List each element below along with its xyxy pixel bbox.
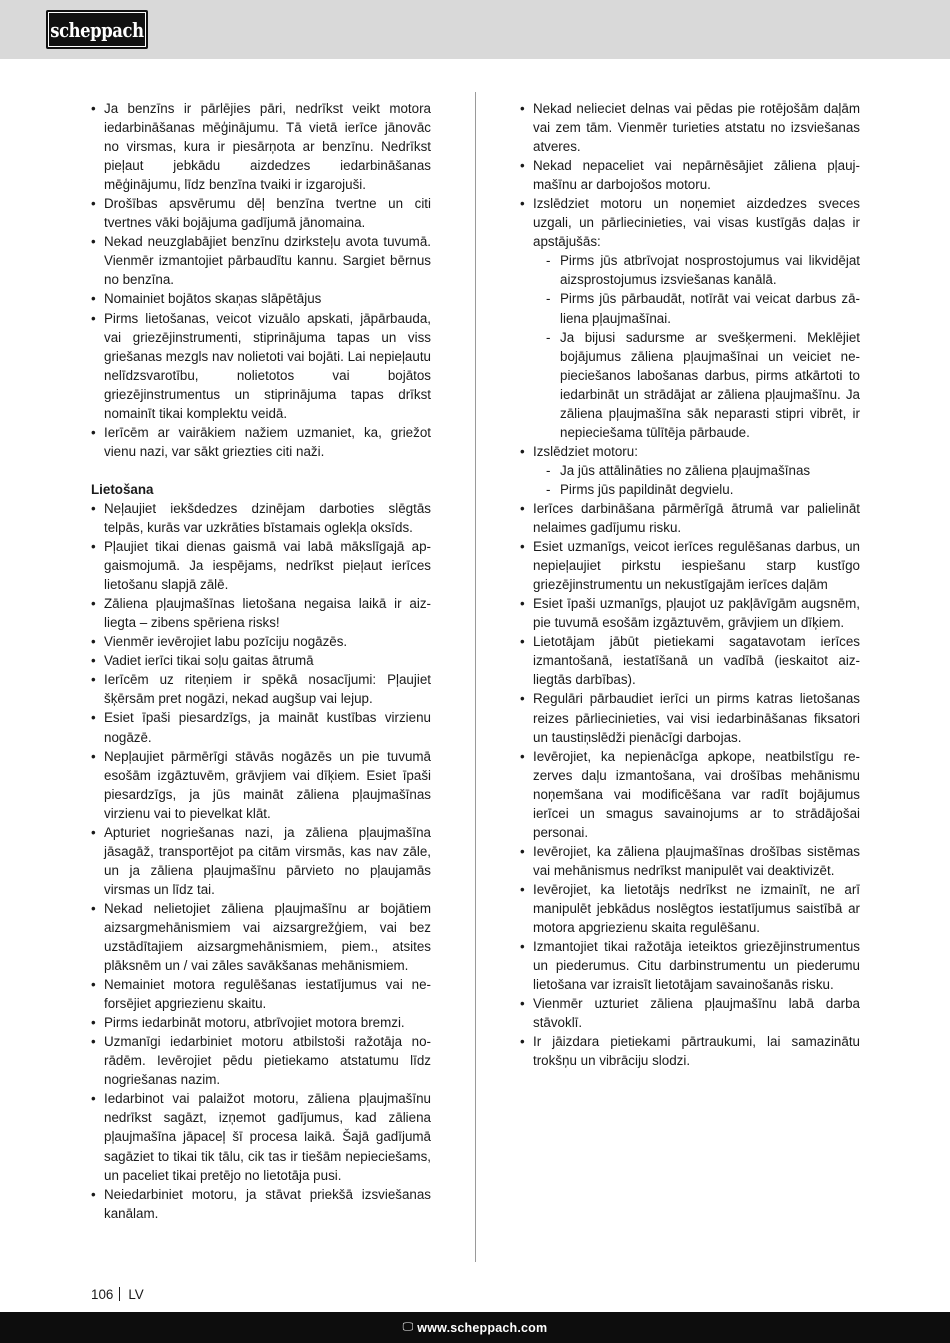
scheppach-logo — [46, 10, 148, 49]
sub-list-item: - Pirms jūs pārbaudāt, notīrāt vai veicat darbus zāliena pļaujmašīnai. — [533, 289, 860, 327]
monitor-icon: 🖵 — [402, 1321, 414, 1333]
list-item: • Pļaujiet tikai dienas gaismā vai labā mākslīgajā apgaismojumā. Ja iespējams, nedrīkst pieļaut ierīces lietošanu slapjā zālē. — [91, 537, 431, 594]
sub-list-item: - Ja jūs attālināties no zāliena pļaujmašīnas — [533, 461, 860, 480]
sub-list-item: - Pirms jūs papildināt degvielu. — [533, 480, 860, 499]
list-item: • Nemainiet motora regulēšanas iestatījumus vai neforsējiet apgriezienu skaitu. — [91, 975, 431, 1013]
list-item: • Esiet uzmanīgs, veicot ierīces regulēšanas darbus, un nepieļaujiet pirkstu iespiešanu starp kustīgo griezējinstrumentu un nekustīgajām ierīces daļām — [520, 537, 860, 594]
list-item: • Ierīcēm uz riteņiem ir spēkā nosacījumi: Pļaujiet šķērsām pret nogāzi, nekad augšup vai lejup. — [91, 670, 431, 708]
list-item-switch-off — [520, 442, 860, 499]
language-code: LV — [128, 1287, 144, 1302]
stop-engine-text: Izslēdziet motoru un noņemiet aizdedzes sveces uzgali, un pārliecinieties, vai visas kustīgās daļas ir apstājušās: — [533, 196, 860, 250]
list-item: • Nekad nelietojiet zāliena pļaujmašīnu ar bojātiem aizsargmehānismiem vai aizsargrežģiem, vai bez uzstādītajiem aizsargmehānismiem, piem., atsites plāksnēm un / vai zāles savākšanas mehānismiem. — [91, 899, 431, 975]
website-link[interactable]: www.scheppach.com — [417, 1320, 548, 1335]
switch-off-sublist — [533, 461, 860, 499]
list-item: • Vienmēr ievērojiet labu pozīciju nogāzēs. — [91, 632, 431, 651]
list-item: • Zāliena pļaujmašīnas lietošana negaisa laikā ir aizliegta – zibens spēriena risks! — [91, 594, 431, 632]
list-item: • Apturiet nogriešanas nazi, ja zāliena pļaujmašīna jāsagāž, transportējot pa citām virsmās, kas nav zāle, un ja zāliena pļaujmašīnu pārvieto no pļaujamās virsmas un līdz tai. — [91, 823, 431, 899]
list-item: • Izmantojiet tikai ražotāja ieteiktos griezējinstrumentus un piederumus. Citu darbinstrumentu un piederumu lietošana var izraisīt lietotājam savainošanās risku. — [520, 937, 860, 994]
list-item: • Nekad nepaceliet vai nepārnēsājiet zāliena pļaujmašīnu ar darbojošos motoru. — [520, 156, 860, 194]
page-number: 106 — [91, 1287, 114, 1302]
sub-list-item: - Pirms jūs atbrīvojat nosprostojumus vai likvidējat aizsprostojumus izsviešanas kanālā. — [533, 251, 860, 289]
safety-list-top — [91, 99, 431, 461]
list-item: • Uzmanīgi iedarbiniet motoru atbilstoši ražotāja norādēm. Ievērojiet pēdu pietiekamo atstatumu līdz nogriešanas nazim. — [91, 1032, 431, 1089]
section-title-usage: Lietošana — [91, 481, 154, 497]
list-item: • Ja benzīns ir pārlējies pāri, nedrīkst veikt motora iedarbināšanas mēģinājumu. Tā vietā ierīce jānovāc no virsmas, kura ir piesārņota ar benzīnu. Nedrīkst pieļaut jebkādu aizdedzes iedarbināšanas mēģinājumu, līdz benzīna tvaiki ir izgarojuši. — [91, 99, 431, 194]
footer-bar — [0, 1312, 950, 1343]
list-item: • Vadiet ierīci tikai soļu gaitas ātrumā — [91, 651, 431, 670]
footer-separator — [119, 1287, 120, 1301]
list-item: • Ievērojiet, ka zāliena pļaujmašīnas drošības sistēmas vai mehānismus nedrīkst manipulēt vai deaktivizēt. — [520, 842, 860, 880]
list-item: • Nomainiet bojātos skaņas slāpētājus — [91, 289, 431, 308]
list-item: • Regulāri pārbaudiet ierīci un pirms katras lietošanas reizes pārliecinieties, vai visi iedarbināšanas fiksatori un taustiņslēdži pienācīgi darbojas. — [520, 689, 860, 746]
list-item: • Esiet īpaši uzmanīgs, pļaujot uz pakļāvīgām augsnēm, pie tuvumā esošām izgāztuvēm, grāvjiem un dīķiem. — [520, 594, 860, 632]
list-item: • Neiedarbiniet motoru, ja stāvat priekšā izsviešanas kanālam. — [91, 1185, 431, 1223]
list-item: • Pirms lietošanas, veicot vizuālo apskati, jāpārbauda, vai griezējinstrumenti, stiprinājuma tapas un viss griešanas mezgls nav nolietoti vai bojāti. Lai nepieļautu nelīdzsvarotību, nolietotos vai bojātos griezējinstrumentus un stiprinājuma tapas drīkst nomainīt tikai komplektu veidā. — [91, 309, 431, 423]
switch-off-text: Izslēdziet motoru: — [533, 443, 638, 459]
list-item: • Esiet īpaši piesardzīgs, ja maināt kustības virzienu nogāzē. — [91, 708, 431, 746]
right-column — [520, 99, 860, 1070]
list-item: • Drošības apsvērumu dēļ benzīna tvertne un citi tvertnes vāki bojājuma gadījumā jānomaina. — [91, 194, 431, 232]
list-item: • Nekad nelieciet delnas vai pēdas pie rotējošām daļām vai zem tām. Vienmēr turieties atstatu no izsviešanas atveres. — [520, 99, 860, 156]
stop-engine-sublist — [533, 251, 860, 441]
list-item: • Lietotājam jābūt pietiekami sagatavotam ierīces izmantošanā, iestatīšanā un vadībā (ieskaitot aizliegtās darbības). — [520, 632, 860, 689]
list-item: • Vienmēr uzturiet zāliena pļaujmašīnu labā darba stāvoklī. — [520, 994, 860, 1032]
list-item: • Neļaujiet iekšdedzes dzinējam darboties slēgtās telpās, kurās var uzkrāties bīstamais oglekļa oksīds. — [91, 499, 431, 537]
list-item: • Ievērojiet, ka lietotājs nedrīkst ne izmainīt, ne arī manipulēt jebkādus noslēgtos iestatījumus saistībā ar motora apgriezienu skaita regulēšanu. — [520, 880, 860, 937]
logo-text: scheppach — [50, 17, 144, 42]
list-item: • Iedarbinot vai palaižot motoru, zāliena pļaujmašīnu nedrīkst sagāzt, izņemot gadījumus, kad zāliena pļaujmašīna jāpaceļ šī procesa laikā. Šajā gadījumā sagāziet to tikai tik tālu, cik tas ir tiešām nepieciešams, un paceliet tikai pretējo no lietotāja pusi. — [91, 1089, 431, 1184]
list-item: • Ir jāizdara pietiekami pārtraukumi, lai samazinātu trokšņu un vibrāciju slodzi. — [520, 1032, 860, 1070]
sub-list-item: - Ja bijusi sadursme ar svešķermeni. Meklējiet bojājumus zāliena pļaujmašīnai un veiciet nepieciešanos labošanas darbus, pirms atkārtoti to iedarbināt un strādājat ar zāliena pļaujmašīnu. Ja zāliena pļaujmašīna sāk neparasti stipri vibrēt, ir nepieciešama tūlītēja pārbaude. — [533, 328, 860, 442]
list-item: • Ierīcēm ar vairākiem nažiem uzmaniet, ka, griežot vienu nazi, var sākt griezties citi naži. — [91, 423, 431, 461]
list-item: • Nekad neuzglabājiet benzīnu dzirksteļu avota tuvumā. Vienmēr izmantojiet pārbaudītu kannu. Sargiet bērnus no benzīna. — [91, 232, 431, 289]
list-item: • Nepļaujiet pārmērīgi stāvās nogāzēs un pie tuvumā esošām izgāztuvēm, grāvjiem vai dīķiem. Esiet īpaši piesardzīgs, ja jūs maināt zāliena pļaujmašīnas virzienu vai to pievelkat klāt. — [91, 747, 431, 823]
left-column — [91, 99, 431, 1223]
list-item: • Ievērojiet, ka nepienācīga apkope, neatbilstīgu rezerves daļu izmantošana, vai drošības mehānismu noņemšana vai modificēšana var radīt bojājumus ierīcei un smagus savainojums ar to strādājošai personai. — [520, 747, 860, 842]
column-divider — [475, 92, 476, 1262]
page-footer — [91, 1287, 144, 1302]
safety-list-right — [520, 99, 860, 1070]
list-item: • Ierīces darbināšana pārmērīgā ātrumā var palielināt nelaimes gadījumu risku. — [520, 499, 860, 537]
list-item-stop-engine — [520, 194, 860, 442]
usage-list — [91, 499, 431, 1223]
list-item: • Pirms iedarbināt motoru, atbrīvojiet motora bremzi. — [91, 1013, 431, 1032]
